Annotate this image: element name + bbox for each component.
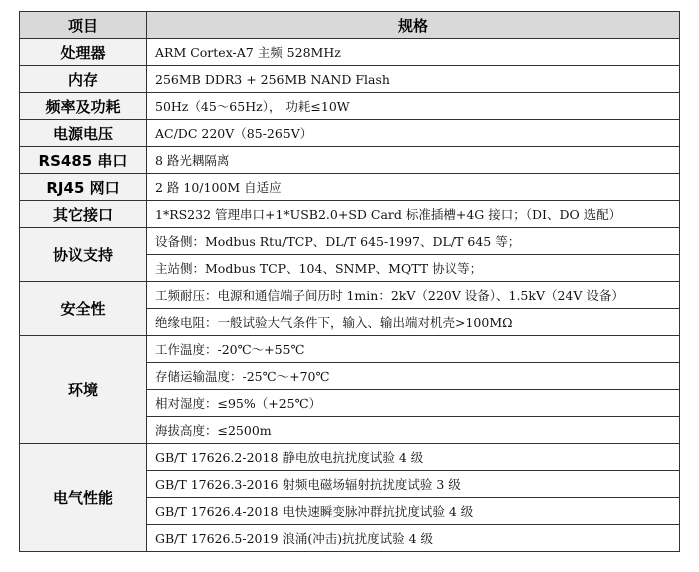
spec-table <box>19 11 680 552</box>
row-category: 安全性 <box>20 282 147 336</box>
header-item: 项目 <box>20 12 147 39</box>
row-category: 频率及功耗 <box>20 93 147 120</box>
row-value: 相对湿度：≤95%（+25℃） <box>147 390 680 417</box>
row-category: 内存 <box>20 66 147 93</box>
row-value: 设备侧：Modbus Rtu/TCP、DL/T 645-1997、DL/T 645 等； <box>147 228 680 255</box>
table-row <box>20 147 680 174</box>
row-value: 主站侧：Modbus TCP、104、SNMP、MQTT 协议等； <box>147 255 680 282</box>
row-value: GB/T 17626.5-2019 浪涌(冲击)抗扰度试验 4 级 <box>147 525 680 552</box>
row-value: GB/T 17626.3-2016 射频电磁场辐射抗扰度试验 3 级 <box>147 471 680 498</box>
row-value: 海拔高度：≤2500m <box>147 417 680 444</box>
row-value: GB/T 17626.2-2018 静电放电抗扰度试验 4 级 <box>147 444 680 471</box>
row-value: 50Hz（45～65Hz）， 功耗≤10W <box>147 93 680 120</box>
table-row <box>20 201 680 228</box>
table-row <box>20 174 680 201</box>
row-value: 绝缘电阻：一般试验大气条件下，输入、输出端对机壳>100MΩ <box>147 309 680 336</box>
header-row <box>20 12 680 39</box>
row-value: 2 路 10/100M 自适应 <box>147 174 680 201</box>
header-spec: 规格 <box>147 12 680 39</box>
spec-body <box>20 39 680 552</box>
row-category: 环境 <box>20 336 147 444</box>
table-row <box>20 228 680 255</box>
table-row <box>20 39 680 66</box>
row-category: 处理器 <box>20 39 147 66</box>
row-category: 电气性能 <box>20 444 147 552</box>
table-row <box>20 336 680 363</box>
table-row <box>20 66 680 93</box>
row-value: 工作温度：-20℃～+55℃ <box>147 336 680 363</box>
row-value: 256MB DDR3 + 256MB NAND Flash <box>147 66 680 93</box>
row-value: 工频耐压：电源和通信端子间历时 1min：2kV（220V 设备）、1.5kV（24V 设备） <box>147 282 680 309</box>
row-value: 8 路光耦隔离 <box>147 147 680 174</box>
table-row <box>20 120 680 147</box>
row-category: 协议支持 <box>20 228 147 282</box>
row-value: AC/DC 220V（85-265V） <box>147 120 680 147</box>
table-row <box>20 444 680 471</box>
row-value: 存储运输温度：-25℃～+70℃ <box>147 363 680 390</box>
row-category: RS485 串口 <box>20 147 147 174</box>
row-value: 1*RS232 管理串口+1*USB2.0+SD Card 标准插槽+4G 接口；（DI、DO 选配） <box>147 201 680 228</box>
row-category: 电源电压 <box>20 120 147 147</box>
row-category: RJ45 网口 <box>20 174 147 201</box>
row-value: GB/T 17626.4-2018 电快速瞬变脉冲群抗扰度试验 4 级 <box>147 498 680 525</box>
table-row <box>20 93 680 120</box>
row-value: ARM Cortex-A7 主频 528MHz <box>147 39 680 66</box>
row-category: 其它接口 <box>20 201 147 228</box>
table-row <box>20 282 680 309</box>
